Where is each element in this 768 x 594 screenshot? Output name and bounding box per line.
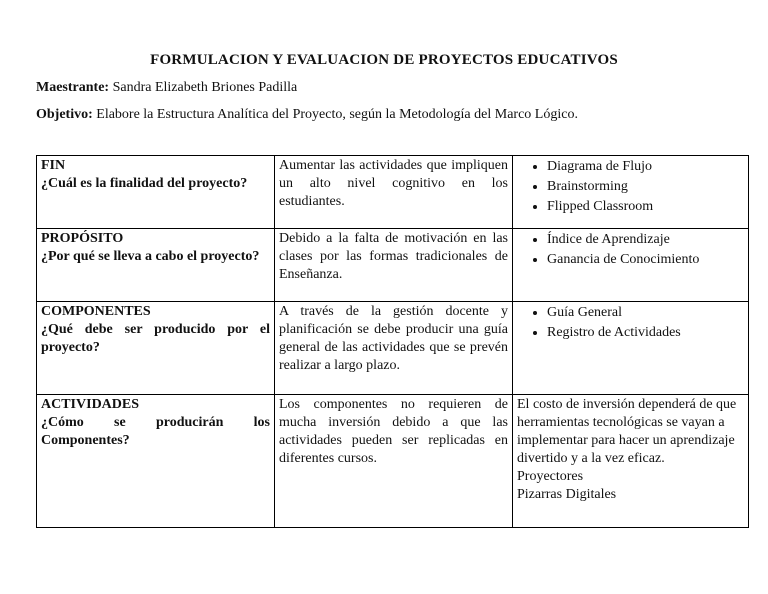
row-heading: COMPONENTES	[41, 304, 151, 319]
list-item: • Ganancia de Conocimiento	[547, 250, 744, 270]
row-indicators-cell	[513, 395, 749, 528]
row-indicators-cell	[513, 156, 749, 229]
list-item: • Guía General	[547, 303, 744, 323]
row-description: Debido a la falta de motivación en las clases por las formas tradicionales de Enseñanza.	[275, 229, 513, 302]
indicator-list	[517, 230, 744, 270]
maestrante-value: Sandra Elizabeth Briones Padilla	[112, 80, 298, 95]
list-item: • Registro de Actividades	[547, 323, 744, 343]
row-heading-cell	[37, 395, 275, 528]
row-question: ¿Cómo se producirán los Componentes?	[41, 415, 270, 448]
document-title: FORMULACION Y EVALUACION DE PROYECTOS EDUCATIVOS	[150, 52, 618, 68]
table-row	[37, 156, 749, 229]
marco-logico-table	[36, 155, 749, 528]
objetivo-value: Elabore la Estructura Analítica del Proyecto, según la Metodología del Marco Lógico.	[96, 107, 578, 122]
row-description: Los componentes no requieren de mucha inversión debido a que las actividades pueden ser replicadas en diferentes cursos.	[275, 395, 513, 528]
table-row	[37, 229, 749, 302]
row-heading-cell	[37, 156, 275, 229]
list-item: • Índice de Aprendizaje	[547, 230, 744, 250]
row-heading: FIN	[41, 158, 66, 173]
list-item: • Flipped Classroom	[547, 197, 744, 217]
row-description: A través de la gestión docente y planificación se debe producir una guía general de las actividades que se prevén realizar a largo plazo.	[275, 302, 513, 395]
row-heading-cell	[37, 302, 275, 395]
list-item: Pizarras Digitales	[517, 487, 617, 502]
list-item: • Diagrama de Flujo	[547, 157, 744, 177]
objetivo-label: Objetivo:	[36, 107, 93, 122]
table-row	[37, 302, 749, 395]
row-description: Aumentar las actividades que impliquen un alto nivel cognitivo en los estudiantes.	[275, 156, 513, 229]
row-indicators-cell	[513, 229, 749, 302]
row-heading: ACTIVIDADES	[41, 397, 140, 412]
indicator-list	[517, 157, 744, 217]
row-heading: PROPÓSITO	[41, 231, 124, 246]
row-indicators-cell	[513, 302, 749, 395]
row-heading-cell	[37, 229, 275, 302]
maestrante-label: Maestrante:	[36, 80, 110, 95]
row-question: ¿Por qué se lleva a cabo el proyecto?	[41, 249, 260, 264]
maestrante-line	[36, 80, 297, 96]
table-row	[37, 395, 749, 528]
indicator-list	[517, 303, 744, 343]
row-cost-text: El costo de inversión dependerá de que herramientas tecnológicas se vayan a implementar para hacer un aprendizaje divertido y a la vez eficaz.	[517, 397, 737, 466]
row-question: ¿Cuál es la finalidad del proyecto?	[41, 176, 248, 191]
list-item: • Brainstorming	[547, 177, 744, 197]
list-item: Proyectores	[517, 469, 584, 484]
objetivo-line	[36, 107, 578, 123]
row-question: ¿Qué debe ser producido por el proyecto?	[41, 322, 270, 355]
